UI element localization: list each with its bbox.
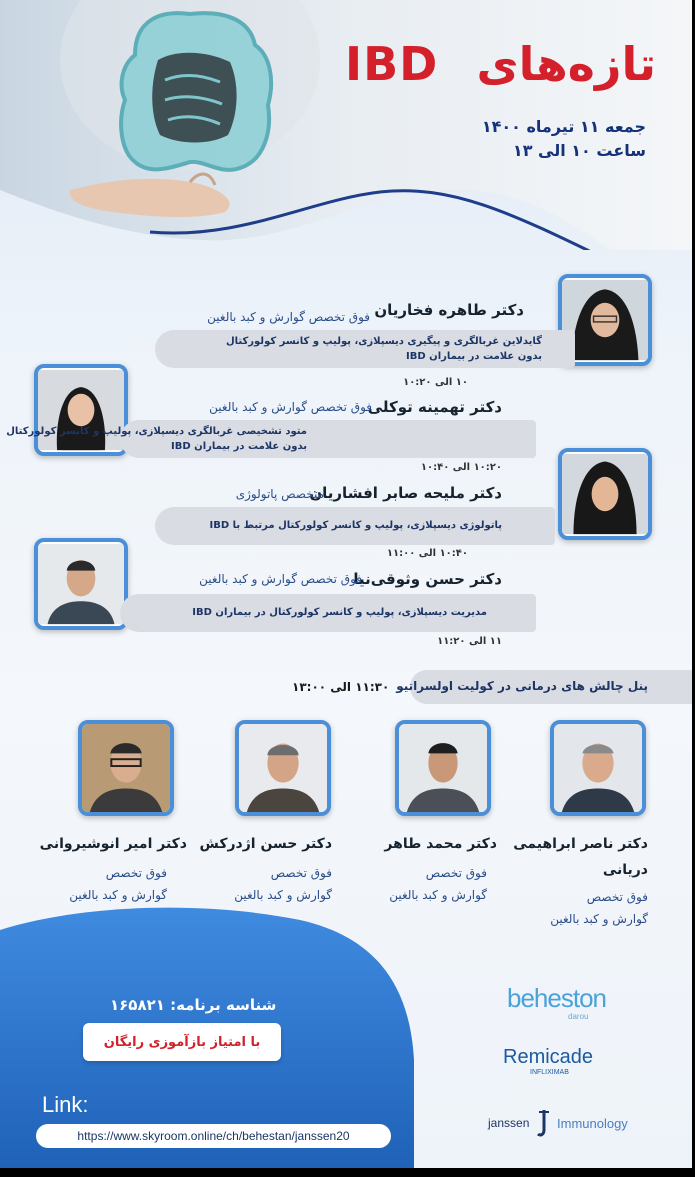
remicade-logo-sub: INFLIXIMAB — [530, 1069, 569, 1076]
topic-3-line-1: پاتولوژی دیسپلازی، پولیپ و کانسر کولورکتال مرتبط با IBD — [209, 520, 502, 531]
title-ibd: IBD — [345, 37, 439, 91]
panel-spec-4: فوق تخصص — [105, 866, 167, 880]
panel-title: پنل چالش های درمانی در کولیت اولسراتیو — [396, 679, 648, 693]
registration-link[interactable]: https://www.skyroom.online/ch/behestan/janssen20 — [36, 1124, 391, 1148]
event-time: ساعت ۱۰ الی ۱۳ — [512, 141, 646, 160]
title-arabic: تازه‌های — [476, 37, 656, 91]
speaker-name-1: دکتر طاهره فخاریان — [374, 301, 524, 319]
link-label: Link: — [42, 1092, 89, 1117]
panel-photo-3 — [235, 720, 331, 816]
panel-spec-1: فوق تخصص — [586, 890, 648, 904]
time-slot-3: ۱۰:۴۰ الی ۱۱:۰۰ — [386, 548, 468, 559]
speaker-name-4: دکتر حسن وثوقی‌نیا — [353, 570, 502, 588]
topic-4-line-1: مدیریت دیسپلازی، پولیپ و کانسر کولورکتال در بیماران IBD — [192, 607, 487, 618]
speaker-name-3: دکتر ملیحه صابر افشاریان — [309, 484, 502, 502]
panel-spec-3: فوق تخصص — [270, 866, 332, 880]
topic-1-line-2: بدون علامت در بیماران IBD — [406, 351, 542, 362]
speaker-photo-4 — [34, 538, 128, 630]
event-date: جمعه ۱۱ تیرماه ۱۴۰۰ — [481, 117, 646, 136]
topic-2-line-2: بدون علامت در بیماران IBD — [171, 441, 307, 452]
janssen-logo: janssen — [488, 1116, 530, 1130]
speaker-title-4: فوق تخصص گوارش و کبد بالغین — [199, 572, 362, 586]
panel-name-1-line-2: دریانی — [602, 862, 648, 878]
colon-illustration — [40, 0, 340, 240]
free-credit-badge: با امتیاز بازآموزی رایگان — [83, 1023, 281, 1061]
time-slot-1: ۱۰ الی ۱۰:۲۰ — [403, 377, 468, 388]
speaker-title-3: متخصص پاتولوژی — [235, 487, 324, 501]
program-code: شناسه برنامه: ۱۶۵۸۲۱ — [110, 996, 277, 1014]
speaker-name-2: دکتر تهمینه توکلی — [367, 398, 502, 416]
panel-name-3: دکتر حسن اژدرکش — [199, 836, 332, 852]
speaker-photo-3 — [558, 448, 652, 540]
janssen-j-icon — [537, 1108, 551, 1138]
panel-field-2: گوارش و کبد بالغین — [389, 888, 487, 902]
speaker-title-1: فوق تخصص گوارش و کبد بالغین — [207, 310, 370, 324]
panel-spec-2: فوق تخصص — [425, 866, 487, 880]
panel-name-4: دکتر امیر انوشیروانی — [39, 836, 187, 852]
panel-photo-4 — [78, 720, 174, 816]
time-slot-4: ۱۱ الی ۱۱:۲۰ — [437, 636, 502, 647]
panel-field-4: گوارش و کبد بالغین — [69, 888, 167, 902]
speaker-title-2: فوق تخصص گوارش و کبد بالغین — [209, 400, 372, 414]
panel-field-3: گوارش و کبد بالغین — [234, 888, 332, 902]
behestan-logo: beheston — [507, 983, 606, 1013]
panel-photo-2 — [395, 720, 491, 816]
panel-field-1: گوارش و کبد بالغین — [550, 912, 648, 926]
remicade-logo: Remicade — [503, 1046, 594, 1068]
speaker-photo-2 — [34, 364, 128, 456]
panel-photo-1 — [550, 720, 646, 816]
panel-name-1: دکتر ناصر ابراهیمی — [513, 836, 648, 852]
topic-1-line-1: گایدلاین غربالگری و پیگیری دیسپلازی، پولیپ و کانسر کولورکتال — [225, 336, 542, 347]
panel-time: ۱۱:۳۰ الی ۱۳:۰۰ — [292, 680, 390, 694]
topic-2-line-1: متود تشخیصی غربالگری دیسپلازی، پولیپ و کانسر کولورکتال — [6, 426, 307, 437]
time-slot-2: ۱۰:۲۰ الی ۱۰:۴۰ — [420, 462, 502, 473]
immunology-logo: Immunology — [557, 1116, 628, 1131]
panel-name-2: دکتر محمد طاهر — [384, 836, 497, 852]
behestan-logo-sub: darou — [568, 1012, 589, 1021]
